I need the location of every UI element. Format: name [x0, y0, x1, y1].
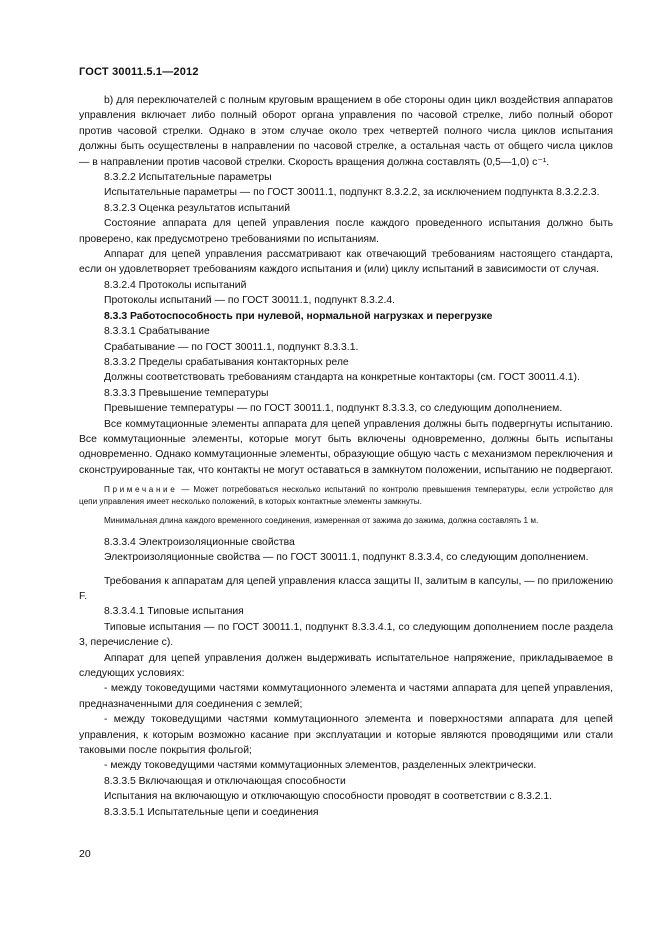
heading-8-3-3-5: 8.3.3.5 Включающая и отключающая способности: [104, 775, 346, 787]
paragraph-b: b) для переключателей с полным круговым вращением в обе стороны один цикл воздействия аппаратов управления включает либо полный оборот органа управления по часовой стрелке, либо полный оборот против часовой стрелки. Однако в этом случае около трех четвертей полного числа циклов испытания должны быть осуществлены в направлении по часовой стрелке, а остальная часть от общего числа циклов — в направлении против часовой стрелки. Скорость вращения должна составлять (0,5—1,0) с⁻¹.: [79, 95, 613, 168]
paragraph-8-3-2-3-a: Состояние аппарата для цепей управления после каждого проведенного испытания должно быть проверено, как предусмотрено требованиями по испытаниям.: [79, 218, 613, 245]
note: [79, 484, 613, 508]
paragraph-8-3-3-1: Срабатывание — по ГОСТ 30011.1, подпункт 8.3.3.1.: [104, 341, 359, 353]
heading-8-3-3-5-1: 8.3.3.5.1 Испытательные цепи и соединения: [104, 806, 319, 818]
note-label: Примечание: [104, 485, 178, 495]
list-item: - между токоведущими частями коммутационных элементов, разделенных электрически.: [104, 760, 537, 772]
paragraph-8-3-2-4: Протоколы испытаний — по ГОСТ 30011.1, подпункт 8.3.2.4.: [104, 295, 396, 307]
paragraph-8-3-2-2: Испытательные параметры — по ГОСТ 30011.1, подпункт 8.3.2.2, за исключением подпункта 8.3.2.2.3.: [104, 187, 600, 199]
paragraph-8-3-3-5: Испытания на включающую и отключающую способности проводят в соответствии с 8.3.2.1.: [104, 791, 553, 803]
page-number: 20: [79, 848, 91, 860]
paragraph-8-3-2-3-b: Аппарат для цепей управления рассматривают как отвечающий требованиям настоящего стандарта, если он удовлетворяет требованиям каждого испытания и (или) циклу испытаний в зависимости от случая.: [79, 249, 613, 276]
heading-8-3-2-3: 8.3.2.3 Оценка результатов испытаний: [104, 202, 291, 214]
heading-8-3-2-4: 8.3.2.4 Протоколы испытаний: [104, 279, 247, 291]
document-header: ГОСТ 30011.5.1—2012: [79, 66, 199, 78]
heading-8-3-3-1: 8.3.3.1 Срабатывание: [104, 326, 210, 338]
heading-8-3-3: 8.3.3 Работоспособность при нулевой, нормальной нагрузках и перегрузке: [104, 310, 493, 322]
paragraph-8-3-3-4-1-a: Типовые испытания — по ГОСТ 30011.1, подпункт 8.3.3.4.1, со следующим дополнением после раздела 3, перечисление с).: [79, 621, 613, 649]
heading-8-3-3-4: 8.3.3.4 Электроизоляционные свойства: [104, 536, 295, 548]
paragraph-8-3-3-4-a: Электроизоляционные свойства — по ГОСТ 30011.1, подпункт 8.3.3.4, со следующим дополнением.: [104, 552, 589, 564]
paragraph-8-3-3-4-b: Требования к аппаратам для цепей управления класса защиты II, залитым в капсулы, — по приложению F.: [79, 575, 613, 602]
paragraph-8-3-3-3-b: Все коммутационные элементы аппарата для цепей управления должны быть подвергнуты испытанию. Все коммутационные элементы, которые могут быть включены одновременно, должны быть испытаны одновременно. Однако коммутационные элементы, образующие общую часть с механизмом переключения и сконструированные так, что контакты не могут оставаться в замкнутом положении, испытанию не подвергают.: [79, 418, 613, 476]
paragraph-8-3-3-4-1-b: Аппарат для цепей управления должен выдерживать испытательное напряжение, прикладываемое в следующих условиях:: [79, 652, 613, 680]
list-item: - между токоведущими частями коммутационного элемента и частями аппарата для цепей управления, предназначенными для соединения с землей;: [79, 683, 613, 710]
heading-8-3-2-2: 8.3.2.2 Испытательные параметры: [104, 172, 272, 184]
heading-8-3-3-2: 8.3.3.2 Пределы срабатывания контакторных реле: [104, 356, 349, 368]
heading-8-3-3-3: 8.3.3.3 Превышение температуры: [104, 387, 269, 399]
paragraph-8-3-3-2: Должны соответствовать требованиям стандарта на конкретные контакторы (см. ГОСТ 30011.4.1).: [104, 372, 580, 384]
page-body: [79, 93, 613, 820]
list-item: - между токоведущими частями коммутационного элемента и поверхностями аппарата для цепей управления, к которым возможно касание при эксплуатации и которые являются проводящими или стали таковыми после покрытия фольгой;: [79, 714, 613, 757]
paragraph-8-3-3-3-a: Превышение температуры — по ГОСТ 30011.1, подпункт 8.3.3.3, со следующим дополнением.: [104, 403, 563, 415]
heading-8-3-3-4-1: 8.3.3.4.1 Типовые испытания: [104, 606, 244, 618]
note-continuation: Минимальная длина каждого временного соединения, измеренная от зажима до зажима, должна составлять 1 м.: [104, 515, 539, 525]
note-text: — Может потребоваться несколько испытаний по контролю превышения температуры, если устройство для цепи управления имеет несколько положений, в которых контактные элементы замкнуты.: [79, 485, 613, 507]
